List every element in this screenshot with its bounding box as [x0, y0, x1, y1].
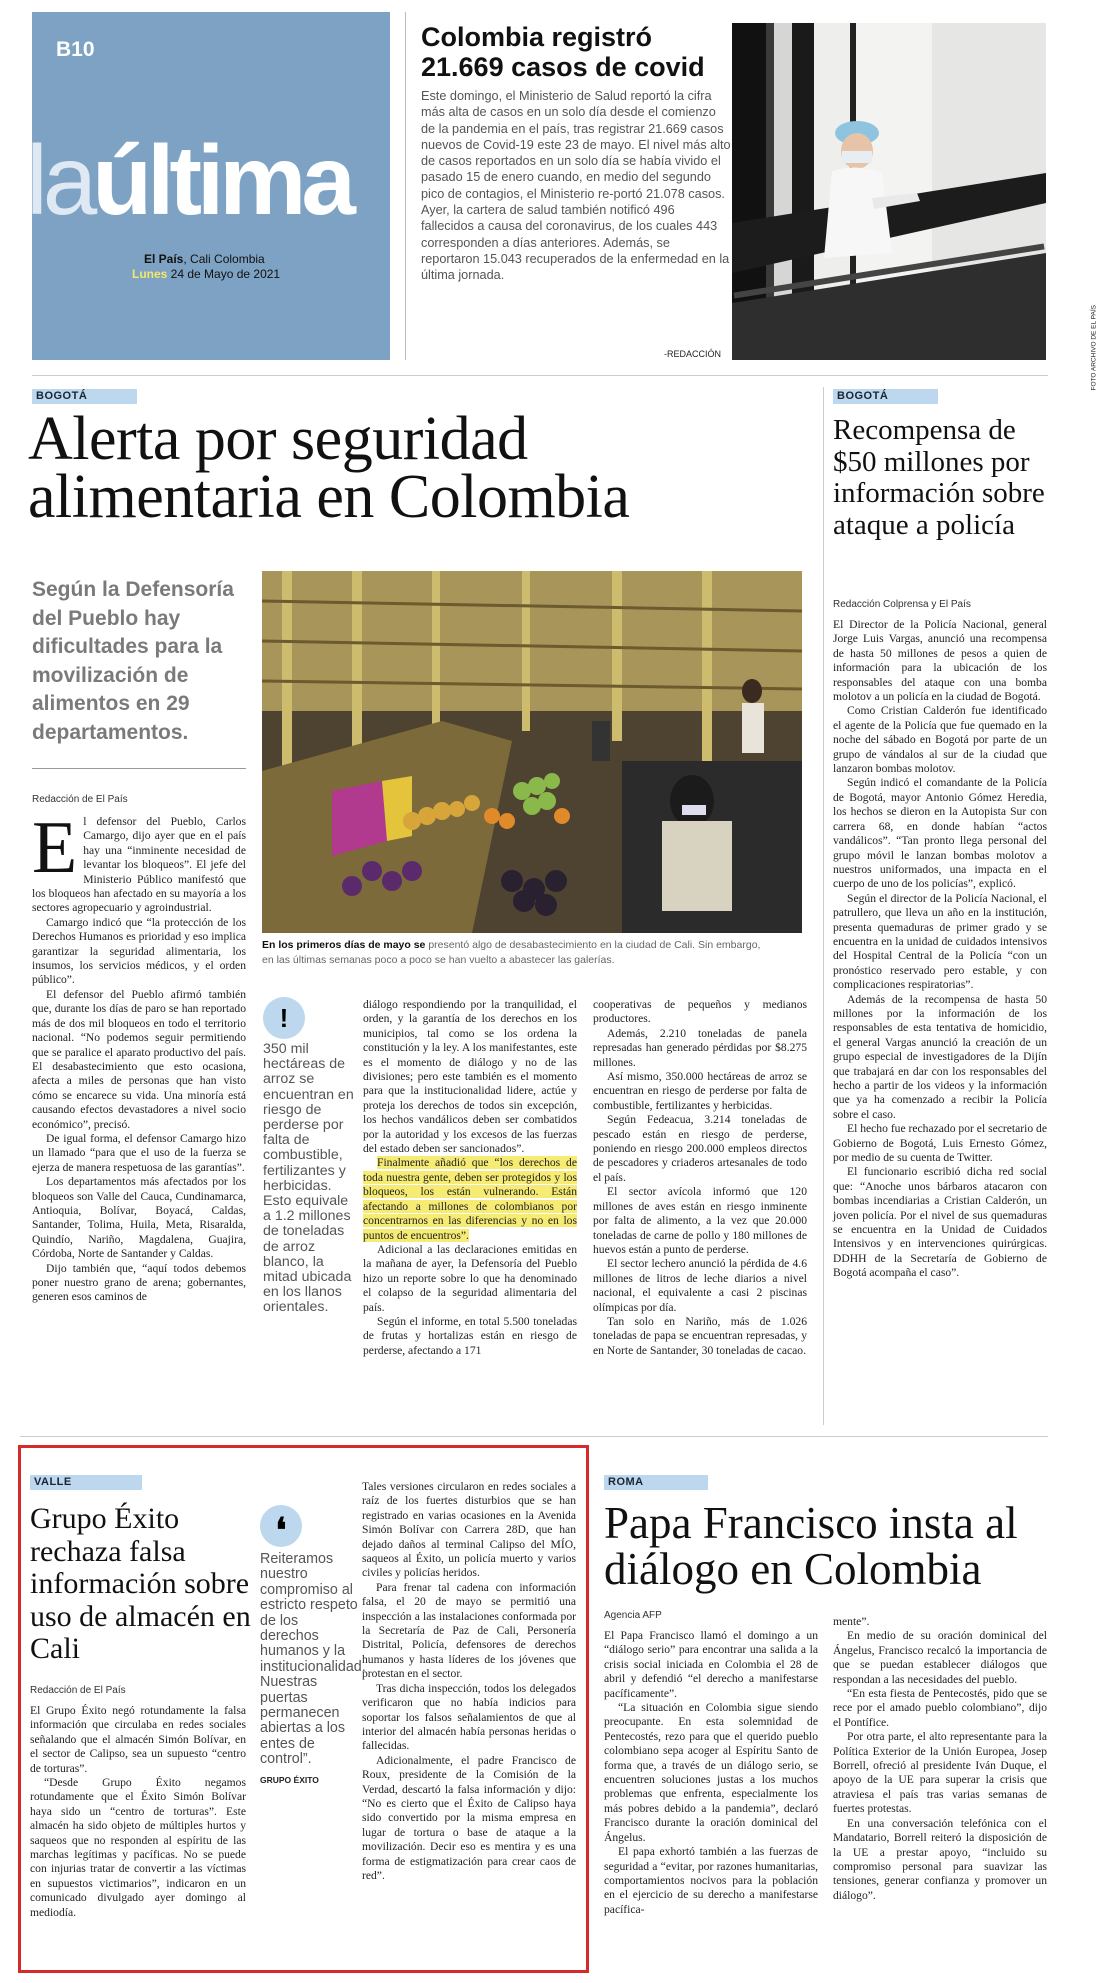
top-divider — [32, 375, 1048, 376]
alerta-photo-caption — [262, 938, 772, 968]
section-title — [26, 125, 351, 235]
recompensa-paragraph: Además de la recompensa de hasta 50 millones por la información de los responsables de esta tentativa de homicidio, el general Vargas anunció la creación de un grupo especial de investigadores de la Dijín que trabajará en dar con los responsables del hecho a partir de los videos y la información que ya ha comenzado a recibir la Policía sobre el caso. — [833, 992, 1047, 1121]
masthead-date-line — [132, 267, 280, 281]
papa-paragraph: “En esta fiesta de Pentecostés, pido que se rece por el amado pueblo colombiano”, dijo el Pontífice. — [833, 1687, 1047, 1729]
alerta-section-tag: BOGOTÁ — [32, 389, 137, 404]
alerta-paragraph: l defensor del Pueblo, Carlos Camargo, dijo ayer que en el país hay una “inminente necesidad de levantar los bloqueos”. El jefe del Ministerio Público manifestó que los bloqueos han afectado en su mayoría a los sectores agropecuario y agroindustrial. — [32, 815, 246, 915]
papa-paragraph: En una conversación telefónica con el Mandatario, Borrell reiteró la disposición de la UE a prestar apoyo, “incluido su compromiso personal para suavizar las tensiones, generar confianza y promover un diálogo”. — [833, 1816, 1047, 1902]
exito-headline: Grupo Éxito rechaza falsa información sobre uso de almacén en Cali — [30, 1502, 251, 1665]
section-title-bold: última — [92, 125, 351, 235]
exito-column-1 — [30, 1704, 246, 1920]
date: 24 de Mayo de 2021 — [167, 267, 281, 281]
alerta-paragraph: El sector avícola informó que 120 millones de aves están en riesgo inminente por falta de alimento, a la vez que 20.000 toneladas de carne de pollo y 180 millones de huevos están a punto de perderse. — [593, 1185, 807, 1256]
quote-mark-glyph: ❛ — [275, 1512, 287, 1550]
weekday: Lunes — [132, 267, 168, 281]
alerta-column-3 — [593, 998, 807, 1358]
papa-paragraph: mente”. — [833, 1615, 870, 1628]
covid-photo-credit: FOTO ARCHIVO DE EL PAÍS — [1090, 305, 1097, 391]
alerta-paragraph: De igual forma, el defensor Camargo hizo un llamado “para que el uso de la fuerza se ejerza de manera respetuosa de las garantías”. — [32, 1131, 246, 1174]
exito-paragraph: Para frenar tal cadena con información falsa, el 20 de mayo se permitió una inspección a las instalaciones conformada por la Secretaría de Paz de Cali, Personería Distrital, Policía, defensores de derechos humanos y hasta líderes de los jóvenes que protestan en el sector. — [362, 1580, 576, 1681]
papa-paragraph: “La situación en Colombia sigue siendo preocupante. En esta solemnidad de Pentecostés, rezo para que el querido pueblo colombiano sepa acoger al Espíritu Santo de forma que, a través de un diálogo serio, se encuentren soluciones justas a los muchos problemas que enfrenta, especialmente los más pobres debido a la pandemia”, declaró Francisco durante la oración dominical del Ángelus. — [604, 1701, 818, 1844]
exclamation-icon: ! — [263, 997, 305, 1039]
recompensa-section-tag: BOGOTÁ — [833, 389, 938, 404]
exito-paragraph: El Grupo Éxito negó rotundamente la falsa información que circulaba en redes sociales señalando que el almacén Simón Bolívar, en el sector de Calipso, sea un supuesto “centro de torturas”. — [30, 1704, 246, 1775]
recompensa-headline: Recompensa de $50 millones por información sobre ataque a policía — [833, 414, 1045, 541]
alerta-paragraph: diálogo respondiendo por la tranquilidad, el orden, y la garantía de los derechos en los municipios, tal como se los ordena la constitución y la ley. A los manifestantes, este es el momento de diálogo y no de las divisiones; pero este también es el momento para que la institucionalidad lidere, actúe y proteja los derechos de todos sin excepción, los hechos vandálicos deben ser combatidos por la autoridad y los excesos de las fuerzas del estado deben ser sancionados”. — [363, 998, 577, 1156]
recompensa-byline: Redacción Colprensa y El País — [833, 599, 971, 610]
page-number: B10 — [56, 38, 95, 61]
alerta-paragraph: Según el informe, en total 5.500 toneladas de frutas y hortalizas están en riesgo de perderse, afectando a 171 — [363, 1314, 577, 1357]
alerta-photo — [262, 571, 811, 938]
alerta-paragraph: Según Fedeacua, 3.214 toneladas de pescado están en riesgo de perderse, poniendo en riesgo 200.000 empleos directos de pescadores y criaderos artesanales de todo el país. — [593, 1113, 807, 1184]
papa-paragraph: El Papa Francisco llamó el domingo a un “diálogo serio” para encontrar una salida a la crisis social iniciada en Colombia el 28 de abril y defendió “el derecho a manifestarse pacíficamente”. — [604, 1629, 818, 1700]
exito-paragraph: Tales versiones circularon en redes sociales a raíz de los fuertes disturbios que se han registrado en varias ocasiones en la Avenida Simón Bolívar con Carrera 28D, que han dejado daños al terminal Calipso del MÍO, saqueos al Éxito, un policía muerto y varios civiles y policías heridos. — [362, 1480, 576, 1580]
newspaper-name: El País — [144, 252, 184, 266]
alerta-column-2 — [363, 998, 577, 1358]
papa-column-2 — [833, 1615, 1047, 1903]
recompensa-paragraph: El hecho fue rechazado por el secretario de Gobierno de Bogotá, Luis Ernesto Gómez, por medio de su cuenta de Twitter. — [833, 1122, 1047, 1165]
exito-paragraph: “Desde Grupo Éxito negamos rotundamente que el Éxito Simón Bolívar haya sido un “centro de torturas”. Este almacén ha sido objeto de múltiples hurtos y saqueos que no responden al espíritu de las marchas legítimas y pacíficas. No se puede con injurias tratar de convertir a las víctimas en supuestos victimarios”, indicaron en un comunicado divulgado ayer domingo al mediodía. — [30, 1776, 246, 1919]
exito-pull-quote: Reiteramos nuestro compromiso al estricto respeto de los derechos humanos y la institucionalidad. Nuestras puertas permanecen abiertas a los entes de control”. — [260, 1551, 366, 1768]
exito-section-tag: VALLE — [30, 1475, 142, 1490]
quote-mark-icon — [260, 1505, 302, 1550]
alerta-drop-cap: E — [32, 807, 78, 889]
alerta-highlight-paragraph — [363, 1156, 577, 1242]
alerta-paragraph: Adicional a las declaraciones emitidas en la mañana de ayer, la Defensoría del Pueblo hizo un reporte sobre lo que ha denominado el colapso de la seguridad alimentaria del país. — [363, 1242, 577, 1314]
alerta-paragraph: Además, 2.210 toneladas de panela represadas han generado pérdidas por $8.275 millones. — [593, 1026, 807, 1069]
alerta-paragraph: Tan solo en Nariño, más de 1.026 toneladas de papa se encuentran represadas, y en Norte de Santander, 30 toneladas de cacao. — [593, 1314, 807, 1357]
alerta-paragraph: Así mismo, 350.000 hectáreas de arroz se encuentran en riesgo de perderse por falta de combustible, fertilizantes y herbicidas. — [593, 1070, 807, 1112]
masthead-block — [26, 12, 390, 360]
covid-photo-illustration — [732, 23, 1046, 360]
papa-headline: Papa Francisco insta al diálogo en Colombia — [604, 1498, 1018, 1594]
recompensa-body — [833, 618, 1047, 1281]
recompensa-paragraph: El funcionario escribió dicha red social que: “Anoche unos bárbaros atacaron con bombas incendiarias a Cristian Calderón, un joven policía. Por el nivel de sus quemaduras se encuentra en la Unidad de Cuidados Intensivos y en intervenciones quirúrgicas. DDHH de la Secretaría de Gobierno de Bogotá acompaña el caso”. — [833, 1165, 1047, 1280]
alerta-caption-lead: En los primeros días de mayo se — [262, 939, 426, 951]
alerta-highlight: Finalmente añadió que “los derechos de toda nuestra gente, deben ser protegidos y los bloqueos, los están vulnerando. Están afectando a millones de colombianos por concentrarnos en las diferencias y no en los puntos de encuentros”. — [363, 1156, 577, 1242]
middle-divider — [20, 1436, 1048, 1437]
masthead-paper-line — [144, 252, 265, 266]
alerta-dek: Según la Defensoría del Pueblo hay dificultades para la movilización de alimentos en 29 departamentos. — [32, 578, 234, 744]
papa-column-1 — [604, 1629, 818, 1917]
newspaper-city: , Cali Colombia — [183, 252, 265, 266]
exito-byline: Redacción de El País — [30, 1685, 126, 1696]
covid-headline: Colombia registró 21.669 casos de covid — [421, 22, 705, 82]
alerta-headline: Alerta por seguridad alimentaria en Colombia — [28, 405, 630, 531]
exito-paragraph: Tras dicha inspección, todos los delegados verificaron que no había indicios para soportar los falsos señalamientos de que al interior del almacén había personas heridas o fallecidas. — [362, 1681, 576, 1753]
section-title-light: la — [26, 125, 93, 235]
covid-left-rule — [405, 12, 406, 360]
papa-paragraph: El papa exhortó también a las fuerzas de seguridad a “evitar, por razones humanitarias, comportamientos nocivos para la población en el ejercicio de su derecho a manifestarse pacífica- — [604, 1845, 818, 1916]
papa-paragraph: En medio de su oración dominical del Ángelus, Francisco recalcó la importancia de que se puedan establecer diálogos que respondan a las necesidades del pueblo. — [833, 1629, 1047, 1686]
exito-column-2 — [362, 1480, 576, 1883]
recompensa-paragraph: El Director de la Policía Nacional, general Jorge Luis Vargas, anunció una recompensa de hasta 50 millones de pesos a quien de información para la ubicación de los responsables del ataque con una bomba molotov a un policía en la ciudad de Bogotá. — [833, 618, 1047, 704]
alerta-photo-credit: FOTO ARCHIVO EL PAÍS — [804, 863, 811, 938]
alerta-paragraph: cooperativas de pequeños y medianos productores. — [593, 998, 807, 1026]
covid-signature: -REDACCIÓN — [664, 349, 722, 359]
recompensa-paragraph: Como Cristian Calderón fue identificado el agente de la Policía que fue quemado en la noche del sábado en Bogotá por parte de un grupo de vándalos al sur de la ciudad que lanzaron bombas molotov. — [833, 704, 1047, 776]
papa-paragraph: Por otra parte, el alto representante para la Política Exterior de la Unión Europea, Josep Borrell, ofreció al presidente Iván Duque, el apoyo de la UE para superar la crisis que atraviesa el país tras varias semanas de fuertes protestas. — [833, 1730, 1047, 1816]
sidebar-rule — [823, 387, 824, 1425]
alerta-photo-illustration — [262, 571, 802, 933]
papa-section-tag: ROMA — [604, 1475, 708, 1490]
alerta-paragraph: Camargo indicó que “la protección de los Derechos Humanos es prioridad y eso implica garantizar la seguridad alimentaria, los insumos, los servicios médicos, y el orden público”. — [32, 915, 246, 987]
recompensa-paragraph: Según indicó el comandante de la Policía de Bogotá, mayor Antonio Gómez Heredia, los hechos se dieron en la Autopista Sur con carrera 68, en donde habían “actos vandálicos”. “Tan pronto llega personal del grupo móvil le lanzan bombas molotov a nuestros uniformados, una impacta en el cuerpo de uno de los policías”, explicó. — [833, 776, 1047, 891]
exito-quote-source: GRUPO ÉXITO — [260, 1775, 319, 1785]
alerta-paragraph: El sector lechero anunció la pérdida de 4.6 millones de litros de leche diarios a nivel nacional, el equivalente a casi 2 piscinas olímpicas por día. — [593, 1257, 807, 1314]
alerta-paragraph: Los departamentos más afectados por los bloqueos son Valle del Cauca, Cundinamarca, Antioquia, Bolívar, Boyacá, Caldas, Santander, Tolima, Huila, Meta, Risaralda, Quindío, Nariño, Magdalena, Guajira, Córdoba, Norte de Santander y Caldas. — [32, 1175, 246, 1261]
papa-byline: Agencia AFP — [604, 1610, 662, 1621]
alerta-caption-text: presentó algo de desabastecimiento en la ciudad de Cali. Sin embargo, en las últimas semanas poco a poco se han vuelto a abastecer las galerías. — [262, 939, 761, 966]
alerta-column-1 — [32, 807, 246, 1305]
exito-paragraph: Adicionalmente, el padre Francisco de Roux, presidente de la Comisión de la Verdad, descartó la falsa información y dijo: “No es cierto que el Éxito de Calipso haya sido convertido por la misma empresa en lugar de tortura o base de ataque a la movilización. Decir eso es mentira y es una forma de estigmatización para crear caos de red”. — [362, 1753, 576, 1882]
alerta-byline: Redacción de El País — [32, 794, 128, 805]
covid-body: Este domingo, el Ministerio de Salud reportó la cifra más alta de casos en un solo día desde el comienzo de la pandemia en el país, tras registrar 21.669 casos nuevos de Covid-19 este 23 de mayo. El nivel más alto de casos reportados en un solo día se había vivido el pasado 15 de enero cuando, en medio del segundo pico de contagios, el Ministerio re-portó 21.078 casos. Ayer, la cartera de salud también notificó 496 fallecidos a causa del coronavirus, de los cuales 443 corresponden a días anteriores. Además, se reportaron 15.043 recuperados de la enfermedad en la última jornada. — [421, 89, 731, 283]
alerta-paragraph: Dijo también que, “aquí todos debemos poner nuestro grano de arena; gobernantes, generen esos caminos de — [32, 1261, 246, 1304]
alerta-pull-quote: 350 mil hectáreas de arroz se encuentran en riesgo de perderse por falta de combustible, fertilizantes y herbicidas. Esto equivale a 1.2 millones de toneladas de arroz blanco, la mitad ubicada en los llanos orientales. — [263, 1041, 354, 1316]
covid-photo — [732, 23, 1097, 391]
alerta-dek-rule — [32, 768, 246, 769]
recompensa-paragraph: Según el director de la Policía Nacional, el patrullero, que lleva un año en la institución, presenta quemaduras de primer grado y se encuentra en la unidad de cuidados intensivos del Hospital Central de la Policía “con un pronóstico reservado pero estable, y con complicaciones respiratorias”. — [833, 891, 1047, 992]
alerta-paragraph: El defensor del Pueblo afirmó también que, durante los días de paro se han reportado más de dos mil bloqueos en todo el territorio nacional. “No podemos seguir permitiendo que se paralice el aparato productivo del país. El desabastecimiento que esto ocasiona, afecta a miles de personas que han visto cómo se encarece su vida. Una minoría está causando efectos devastadores a nivel socio económico”, precisó. — [32, 987, 246, 1131]
